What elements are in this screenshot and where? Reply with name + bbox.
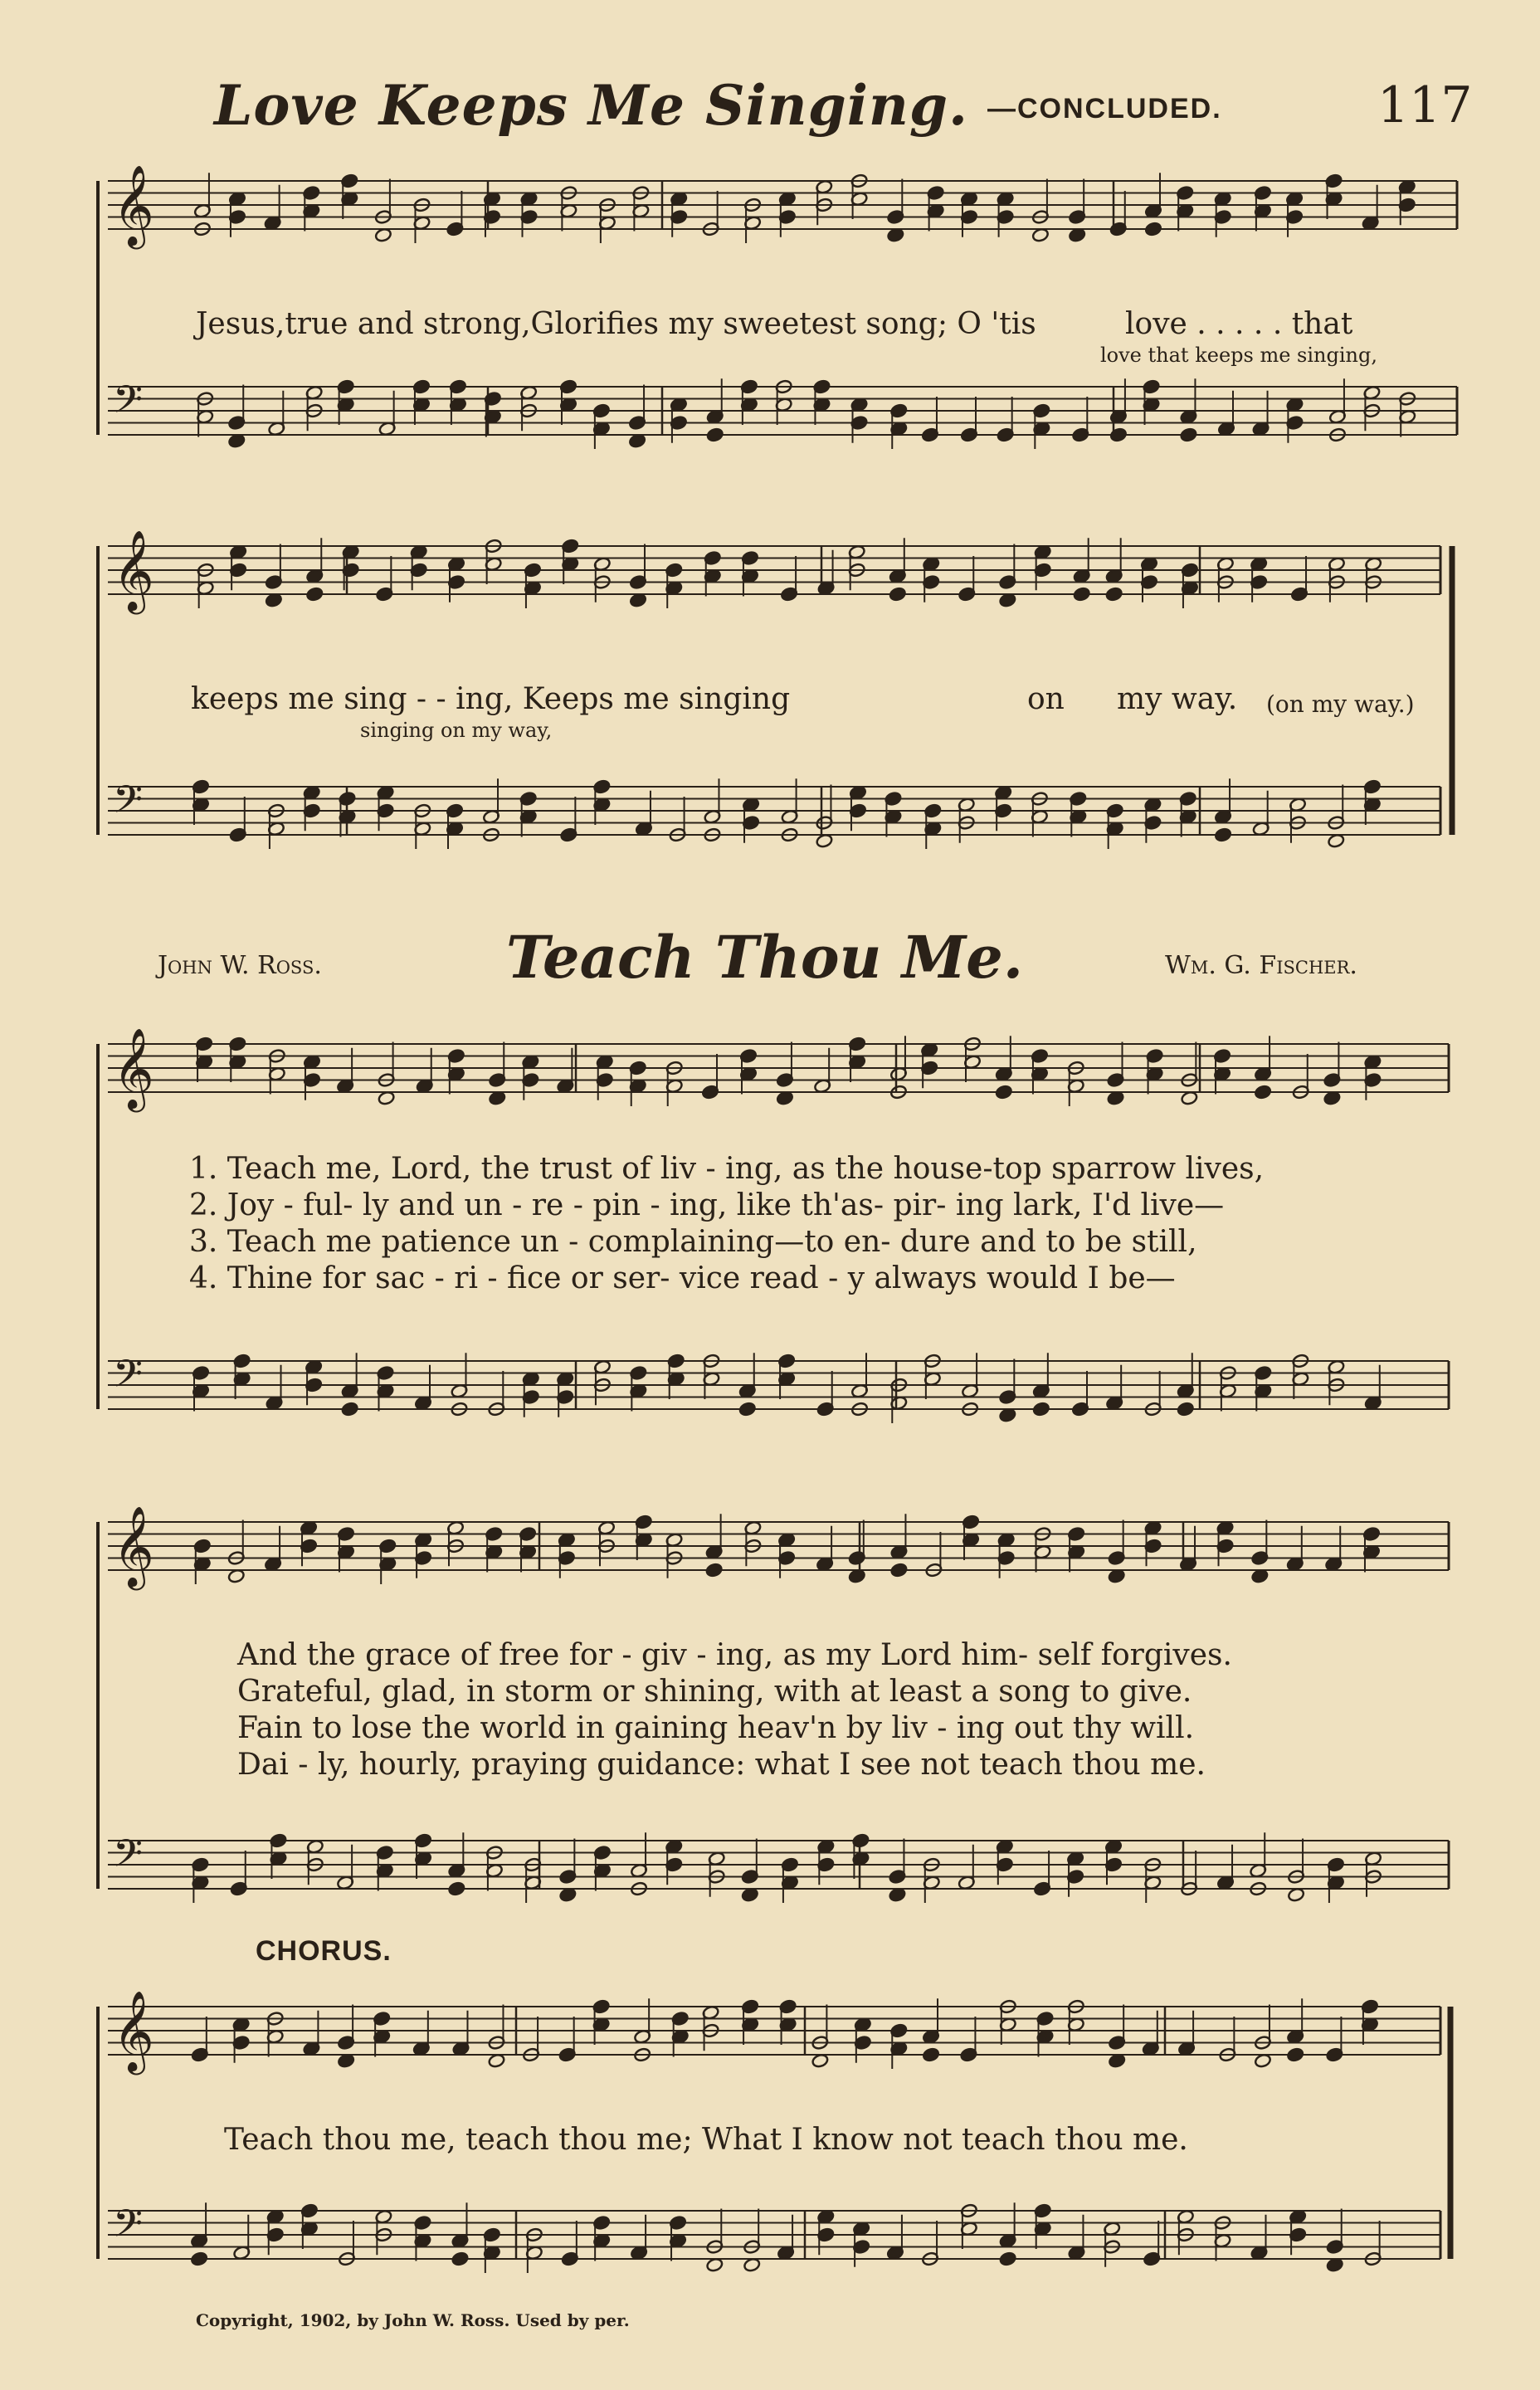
verse4-line-a: 4. Thine for sac - ri - fice or ser- vice read - y always would I be— bbox=[189, 1261, 1176, 1295]
song1-sys1-bass-note bbox=[1109, 427, 1127, 442]
song1-sys1-bass-note bbox=[706, 427, 724, 442]
song2-chorus-bass-note bbox=[999, 2251, 1016, 2266]
chorus-lyric: Teach thou me, teach thou me; What I know not teach thou me. bbox=[224, 2123, 1188, 2157]
song1-sys1-treble-note bbox=[1144, 222, 1162, 237]
composer-credit: Wm. G. Fischer. bbox=[1165, 951, 1357, 980]
author-credit: John W. Ross. bbox=[158, 951, 322, 980]
song2-title: Teach Thou Me. bbox=[506, 923, 1024, 992]
song2-sys1-bass-bass-clef-icon: 𝄢 bbox=[113, 1352, 144, 1406]
song2-sys1-bass-note bbox=[1177, 1402, 1194, 1417]
song2-chorus-bass-note bbox=[190, 2251, 207, 2266]
song1-sys2-treble-note bbox=[306, 587, 324, 602]
verse3-line-a: 3. Teach me patience un - complaining—to en- dure and to be still, bbox=[189, 1225, 1197, 1259]
song2-sys1-treble-note bbox=[1254, 1085, 1271, 1100]
song1-sys2-treble-note bbox=[1073, 587, 1090, 602]
song2-sys2-bass-bass-clef-icon: 𝄢 bbox=[113, 1832, 144, 1885]
song2-chorus-treble-note bbox=[922, 2047, 939, 2062]
song1-sys1-bass-note bbox=[1180, 427, 1197, 442]
song1-lyric-row2-on: on bbox=[1027, 682, 1065, 716]
verse3-line-b: Fain to lose the world in gaining heav'n by liv - ing out thy will. bbox=[237, 1711, 1195, 1745]
song1-lyric-row1-alt: love that keeps me singing, bbox=[1100, 344, 1377, 367]
verse2-line-a: 2. Joy - ful- ly and un - re - pin - ing, like th'as- pir- ing lark, I'd live— bbox=[189, 1188, 1225, 1222]
song2-sys2-treble-note bbox=[705, 1563, 723, 1578]
song-title-header: Love Keeps Me Singing. bbox=[214, 73, 969, 138]
song2-sys2-treble-treble-clef-icon: 𝄞 bbox=[113, 1505, 154, 1587]
song1-sys1-treble-treble-clef-icon: 𝄞 bbox=[113, 164, 154, 246]
song1-lyric-row2-echo: (on my way.) bbox=[1266, 690, 1415, 718]
song1-lyric-row1-end: love . . . . . that bbox=[1125, 307, 1353, 341]
song2-sys2-treble-note bbox=[890, 1563, 908, 1578]
song2-sys1-bass-note bbox=[341, 1402, 358, 1417]
song2-chorus-treble-treble-clef-icon: 𝄞 bbox=[113, 1990, 154, 2071]
song2-chorus-bass-bass-clef-icon: 𝄢 bbox=[113, 2202, 144, 2256]
song1-lyric-row1: Jesus,true and strong,Glorifies my sweetest song; O 'tis bbox=[196, 307, 1036, 341]
song1-sys2-bass-bass-clef-icon: 𝄢 bbox=[113, 778, 144, 832]
concluded-label: —CONCLUDED. bbox=[987, 93, 1222, 124]
verse1-line-a: 1. Teach me, Lord, the trust of liv - ing, as the house-top sparrow lives, bbox=[189, 1152, 1265, 1186]
song2-sys1-treble-treble-clef-icon: 𝄞 bbox=[113, 1027, 154, 1109]
song1-lyric-row2-alt: singing on my way, bbox=[360, 719, 553, 742]
song1-sys2-bass-note bbox=[1214, 827, 1231, 842]
song1-sys2-treble-note bbox=[1105, 587, 1123, 602]
song1-lyric-row2: keeps me sing - - ing, Keeps me singing bbox=[191, 682, 791, 716]
verse1-line-b: And the grace of free for - giv - ing, as my Lord him- self forgives. bbox=[237, 1638, 1232, 1672]
song2-sys1-bass-note bbox=[738, 1402, 756, 1417]
song1-lyric-row2-way: my way. bbox=[1117, 682, 1238, 716]
verse4-line-b: Dai - ly, hourly, praying guidance: what I see not teach thou me. bbox=[237, 1748, 1206, 1782]
song1-sys2-treble-treble-clef-icon: 𝄞 bbox=[113, 529, 154, 611]
song2-sys1-bass-note bbox=[1032, 1402, 1050, 1417]
song1-sys2-treble-note bbox=[889, 587, 906, 602]
song2-chorus-bass-note bbox=[451, 2251, 469, 2266]
song2-sys1-treble-note bbox=[995, 1085, 1012, 1100]
song2-chorus-treble-note bbox=[1286, 2047, 1304, 2062]
song2-sys2-bass-note bbox=[448, 1881, 465, 1896]
verse2-line-b: Grateful, glad, in storm or shining, with at least a song to give. bbox=[237, 1675, 1192, 1709]
copyright-notice: Copyright, 1902, by John W. Ross. Used by per. bbox=[196, 2310, 630, 2330]
page-number: 117 bbox=[1377, 76, 1473, 134]
chorus-label: CHORUS. bbox=[256, 1935, 392, 1967]
song1-sys1-bass-bass-clef-icon: 𝄢 bbox=[113, 378, 144, 432]
